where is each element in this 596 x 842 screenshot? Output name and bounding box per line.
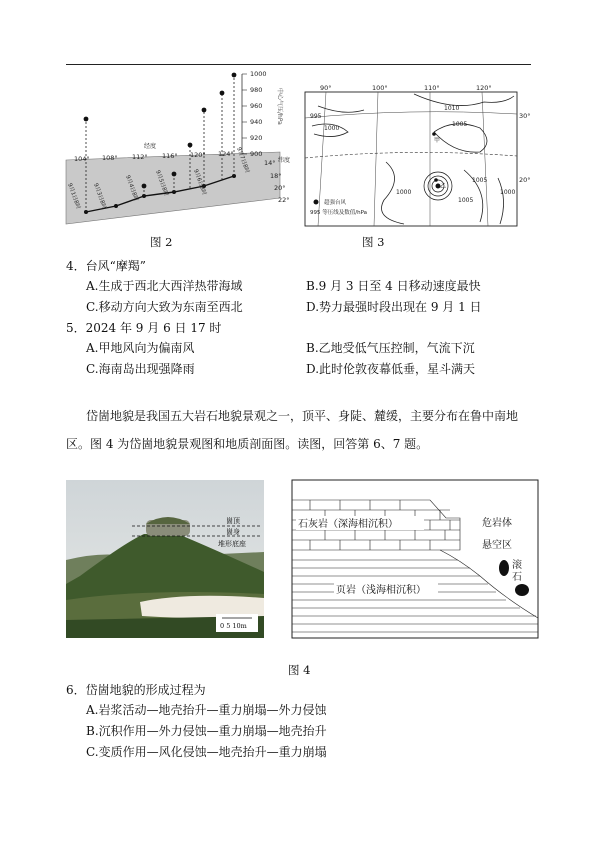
figure-2-typhoon-track xyxy=(64,66,300,226)
q5-option-c: C.海南岛出现强降雨 xyxy=(86,362,195,376)
rolling-stone-label: 滚 xyxy=(512,560,522,571)
danger-rock-label: 危岩体 xyxy=(482,518,512,529)
isobar-value: 1000 xyxy=(500,189,516,196)
pressure-tick: 1000 xyxy=(250,70,267,78)
time-label: 9月1日8时 xyxy=(66,182,81,211)
legend-isobar: 995 等压线及数值/hPa xyxy=(310,210,368,216)
lon-label: 110° xyxy=(424,84,440,92)
figure-4-landscape-photo xyxy=(66,480,264,638)
lon-label: 120° xyxy=(476,84,492,92)
q4-option-b: B.9 月 3 日至 4 日移动速度最快 xyxy=(306,279,481,293)
lon-label: 112° xyxy=(132,153,148,161)
question-4-stem: 4．台风“摩羯” xyxy=(66,259,146,273)
passage-line-1: 岱崮地貌是我国五大岩石地貌景观之一，顶平、身陡、麓缓，主要分布在鲁中南地 xyxy=(86,409,519,423)
header-rule xyxy=(66,64,531,65)
isobar-value: 1000 xyxy=(396,189,412,196)
photo-scale: 0 5 10m xyxy=(220,622,247,630)
q4-option-d: D.势力最强时段出现在 9 月 1 日 xyxy=(306,300,482,314)
rolling-stone-label-2: 石 xyxy=(512,572,522,583)
limestone-label: 石灰岩（深海相沉积） xyxy=(298,519,398,530)
lat-label: 20° xyxy=(519,176,531,184)
passage-line-2: 区。图 4 为岱崮地貌景观图和地质剖面图。读图，回答第 6、7 题。 xyxy=(66,437,429,451)
lon-label: 100° xyxy=(372,84,388,92)
figure-4-caption: 图 4 xyxy=(288,663,311,677)
isobar-value: 1000 xyxy=(324,125,340,132)
q4-option-c: C.移动方向大致为东南至西北 xyxy=(86,300,243,314)
pressure-tick: 960 xyxy=(250,102,263,110)
pressure-tick: 940 xyxy=(250,118,263,126)
time-label: 9月7日8时 xyxy=(235,146,250,175)
question-5-stem: 5．2024 年 9 月 6 日 17 时 xyxy=(66,321,222,335)
lon-label: 120° xyxy=(190,151,206,159)
pressure-tick: 920 xyxy=(250,134,263,142)
place-label: 甲 xyxy=(434,137,441,144)
lat-label: 20° xyxy=(274,184,286,192)
lon-label: 108° xyxy=(102,154,118,162)
figure-3-isobar-map xyxy=(304,82,534,230)
pressure-tick: 900 xyxy=(250,150,263,158)
pressure-axis-title: 中心气压/hPa xyxy=(276,88,283,125)
lon-label: 90° xyxy=(320,84,332,92)
lat-label: 22° xyxy=(278,196,290,204)
lat-label: 14° xyxy=(264,159,276,167)
question-6-stem: 6．岱崮地貌的形成过程为 xyxy=(66,683,206,697)
figure-4-geologic-section xyxy=(290,478,540,642)
boulder-icon xyxy=(499,560,509,576)
isobar-value: 1005 xyxy=(452,121,468,128)
q5-option-d: D.此时伦敦夜幕低垂，星斗满天 xyxy=(306,362,476,376)
isobar-value: 995 xyxy=(310,113,322,120)
boulder-icon xyxy=(515,584,529,596)
photo-label-base: 堆形底座 xyxy=(218,540,246,548)
q5-option-b: B.乙地受低气压控制，气流下沉 xyxy=(306,341,475,355)
time-label: 9月6日8时 xyxy=(192,168,207,197)
overhang-label: 悬空区 xyxy=(482,540,512,551)
lat-label: 30° xyxy=(519,112,531,120)
isobar-value: 1005 xyxy=(458,197,474,204)
lon-label: 116° xyxy=(162,152,178,160)
figure-3-caption: 图 3 xyxy=(362,235,385,249)
q6-option-a: A.岩浆活动—地壳抬升—重力崩塌—外力侵蚀 xyxy=(86,703,327,717)
isobar-value: 1005 xyxy=(472,177,488,184)
figure-2-caption: 图 2 xyxy=(150,235,173,249)
legend-typhoon: 超强台风 xyxy=(324,200,347,206)
time-label: 9月5日8时 xyxy=(154,169,169,198)
q6-option-c: C.变质作用—风化侵蚀—地壳抬升—重力崩塌 xyxy=(86,745,327,759)
lat-axis-title: 纬度 xyxy=(278,157,291,164)
lat-label: 18° xyxy=(270,172,282,180)
q5-option-a: A.甲地风向为偏南风 xyxy=(86,341,195,355)
time-label: 9月4日8时 xyxy=(124,174,139,203)
q6-option-b: B.沉积作用—外力侵蚀—重力崩塌—地壳抬升 xyxy=(86,724,327,738)
shale-label: 页岩（浅海相沉积） xyxy=(336,585,426,596)
q4-option-a: A.生成于西北大西洋热带海域 xyxy=(86,279,243,293)
lon-axis-title: 经度 xyxy=(144,143,157,150)
photo-label-body: 崮身 xyxy=(226,528,240,536)
pressure-tick: 980 xyxy=(250,86,263,94)
lon-label: 124° xyxy=(218,150,234,158)
time-label: 9月3日8时 xyxy=(92,182,107,211)
place-label: 乙 xyxy=(440,183,447,190)
lon-label: 104° xyxy=(74,155,90,163)
isobar-value: 1010 xyxy=(444,105,460,112)
photo-label-top: 崮顶 xyxy=(226,517,240,525)
typhoon-legend-icon xyxy=(314,200,319,205)
